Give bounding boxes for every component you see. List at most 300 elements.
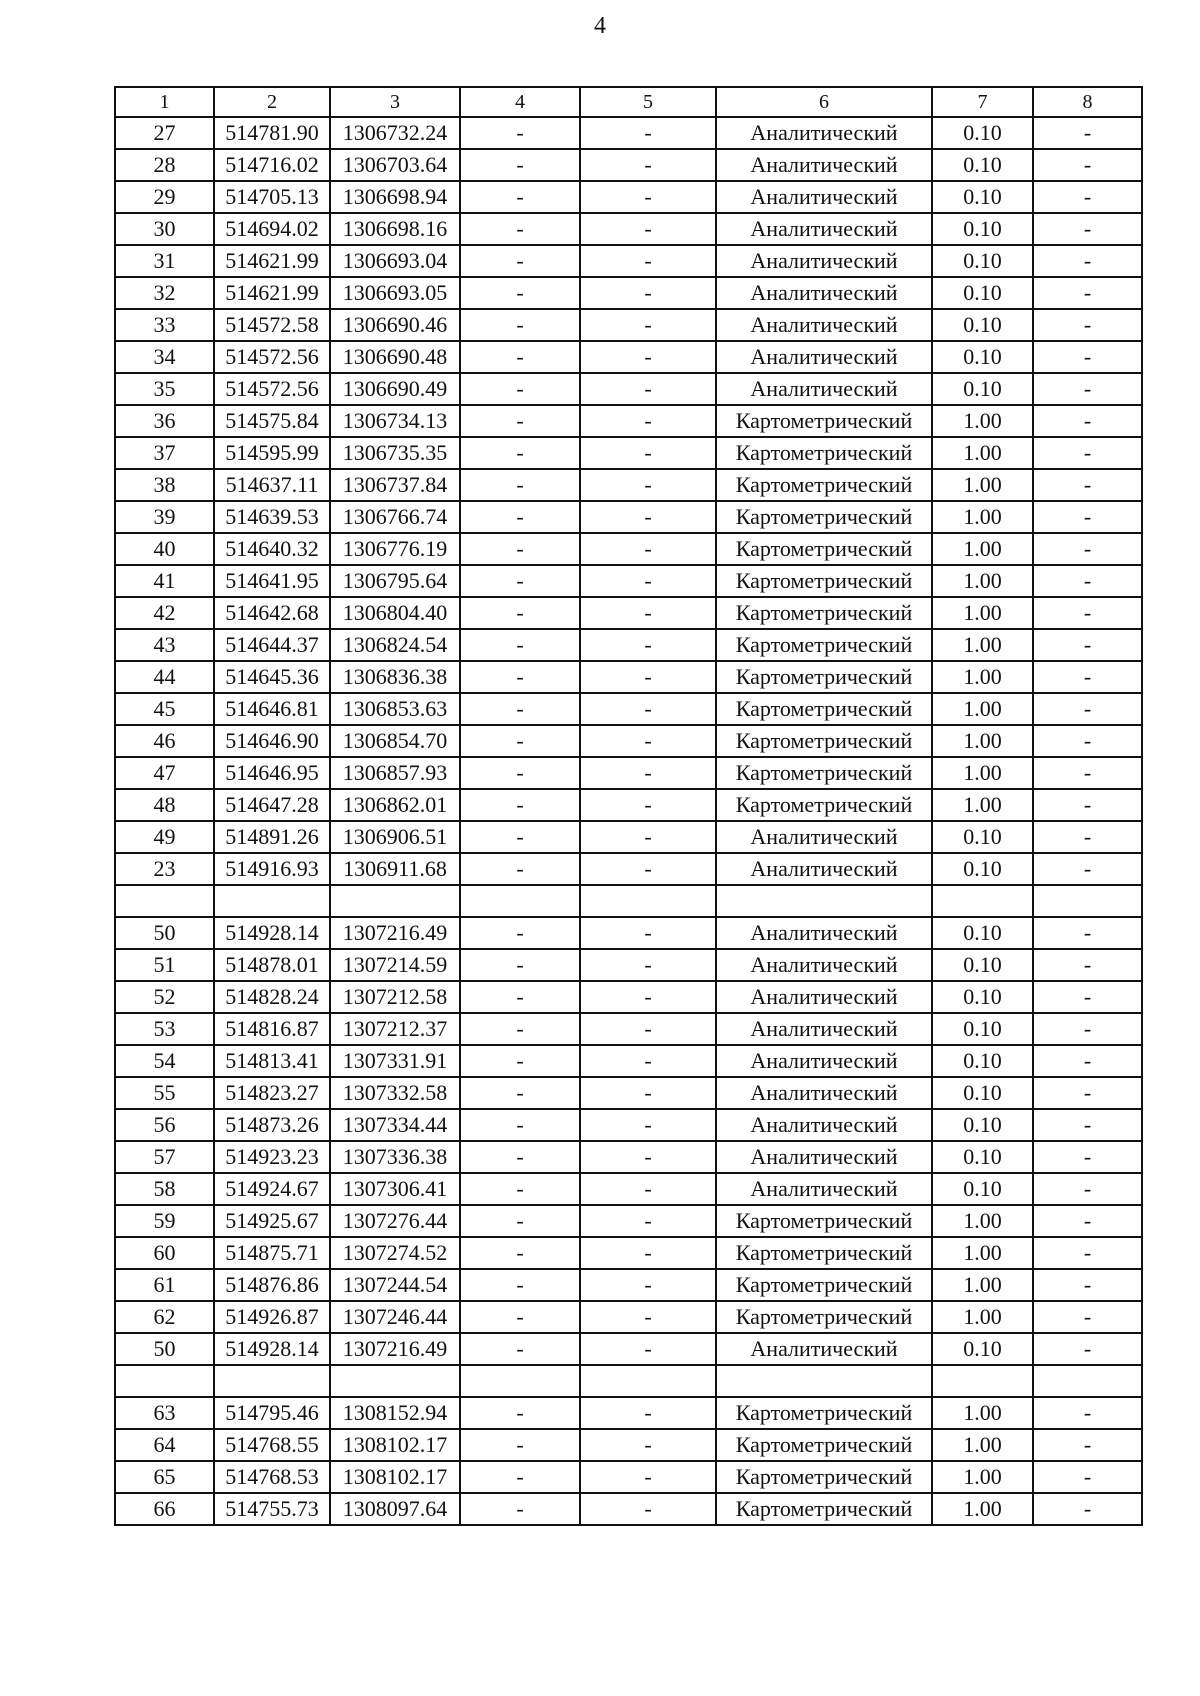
- cell-coord-x: 514816.87: [214, 1013, 330, 1045]
- cell-coord-x: 514716.02: [214, 149, 330, 181]
- cell-col-4: -: [460, 469, 580, 501]
- cell-coord-y: 1308097.64: [330, 1493, 460, 1525]
- table-row: [115, 757, 1142, 789]
- cell-coord-x: 514768.55: [214, 1429, 330, 1461]
- cell-point-number: 62: [115, 1301, 214, 1333]
- cell-point-number: 40: [115, 533, 214, 565]
- cell-col-5: -: [580, 213, 716, 245]
- cell-col-8: -: [1033, 1237, 1142, 1269]
- table-row: [115, 853, 1142, 885]
- cell-point-number: 31: [115, 245, 214, 277]
- cell-col-4: -: [460, 661, 580, 693]
- cell-col-8: -: [1033, 629, 1142, 661]
- table-row: [115, 1397, 1142, 1429]
- cell-col-8: -: [1033, 117, 1142, 149]
- cell-accuracy: 0.10: [932, 117, 1033, 149]
- cell-coord-y: 1306906.51: [330, 821, 460, 853]
- cell-accuracy: 1.00: [932, 1269, 1033, 1301]
- table-row: [115, 149, 1142, 181]
- cell-coord-y: 1306690.46: [330, 309, 460, 341]
- cell-point-number: 54: [115, 1045, 214, 1077]
- cell-col-8: -: [1033, 1269, 1142, 1301]
- cell-method: Картометрический: [716, 1301, 932, 1333]
- table-row: [115, 117, 1142, 149]
- cell-point-number: 55: [115, 1077, 214, 1109]
- column-header-3: 3: [330, 87, 460, 117]
- table-row: [115, 1301, 1142, 1333]
- column-header-6: 6: [716, 87, 932, 117]
- cell-coord-x: 514705.13: [214, 181, 330, 213]
- cell-col-8: -: [1033, 1397, 1142, 1429]
- cell-point-number: 36: [115, 405, 214, 437]
- cell-accuracy: 0.10: [932, 949, 1033, 981]
- cell-coord-x: 514572.58: [214, 309, 330, 341]
- cell-coord-x: 514795.46: [214, 1397, 330, 1429]
- cell-col-5: -: [580, 1333, 716, 1365]
- cell-col-8: -: [1033, 693, 1142, 725]
- cell-method: Аналитический: [716, 821, 932, 853]
- cell-coord-x: 514642.68: [214, 597, 330, 629]
- cell-coord-x: 514928.14: [214, 917, 330, 949]
- cell-accuracy: 0.10: [932, 821, 1033, 853]
- cell-accuracy: 1.00: [932, 533, 1033, 565]
- cell-coord-x: [214, 1365, 330, 1397]
- cell-col-5: -: [580, 1493, 716, 1525]
- cell-method: Картометрический: [716, 789, 932, 821]
- cell-col-5: -: [580, 949, 716, 981]
- cell-point-number: 58: [115, 1173, 214, 1205]
- cell-col-4: -: [460, 725, 580, 757]
- cell-col-4: -: [460, 629, 580, 661]
- cell-col-8: -: [1033, 1493, 1142, 1525]
- table-row: [115, 597, 1142, 629]
- cell-coord-y: 1307214.59: [330, 949, 460, 981]
- table-row: [115, 341, 1142, 373]
- cell-coord-y: 1307336.38: [330, 1141, 460, 1173]
- cell-col-5: -: [580, 501, 716, 533]
- cell-accuracy: [932, 1365, 1033, 1397]
- cell-col-8: -: [1033, 725, 1142, 757]
- cell-point-number: [115, 885, 214, 917]
- table-row: [115, 1077, 1142, 1109]
- cell-coord-y: 1307334.44: [330, 1109, 460, 1141]
- cell-method: Картометрический: [716, 693, 932, 725]
- cell-accuracy: 0.10: [932, 1333, 1033, 1365]
- cell-coord-y: 1307212.37: [330, 1013, 460, 1045]
- cell-point-number: 65: [115, 1461, 214, 1493]
- table-row: [115, 1205, 1142, 1237]
- cell-accuracy: 0.10: [932, 917, 1033, 949]
- cell-accuracy: 0.10: [932, 213, 1033, 245]
- cell-col-8: -: [1033, 469, 1142, 501]
- coordinates-table: [114, 86, 1143, 1526]
- cell-point-number: 50: [115, 1333, 214, 1365]
- cell-method: Картометрический: [716, 757, 932, 789]
- cell-col-4: -: [460, 917, 580, 949]
- cell-point-number: [115, 1365, 214, 1397]
- cell-point-number: 63: [115, 1397, 214, 1429]
- table-row: [115, 981, 1142, 1013]
- cell-method: Аналитический: [716, 917, 932, 949]
- cell-point-number: 43: [115, 629, 214, 661]
- cell-accuracy: 0.10: [932, 981, 1033, 1013]
- cell-col-8: -: [1033, 1301, 1142, 1333]
- cell-point-number: 47: [115, 757, 214, 789]
- separator-row: [115, 1365, 1142, 1397]
- cell-col-5: -: [580, 981, 716, 1013]
- cell-col-4: -: [460, 1173, 580, 1205]
- cell-accuracy: 0.10: [932, 1109, 1033, 1141]
- cell-coord-x: 514646.95: [214, 757, 330, 789]
- cell-point-number: 29: [115, 181, 214, 213]
- table-body: [115, 117, 1142, 1525]
- cell-method: Картометрический: [716, 437, 932, 469]
- table-row: [115, 245, 1142, 277]
- cell-col-4: -: [460, 1429, 580, 1461]
- cell-point-number: 66: [115, 1493, 214, 1525]
- table-row: [115, 1333, 1142, 1365]
- cell-col-5: -: [580, 533, 716, 565]
- cell-accuracy: 1.00: [932, 725, 1033, 757]
- cell-col-4: -: [460, 1397, 580, 1429]
- cell-col-8: -: [1033, 1173, 1142, 1205]
- cell-col-5: -: [580, 757, 716, 789]
- cell-coord-x: 514595.99: [214, 437, 330, 469]
- table-row: [115, 277, 1142, 309]
- cell-method: Аналитический: [716, 1173, 932, 1205]
- page-number: 4: [594, 13, 606, 39]
- cell-method: Аналитический: [716, 213, 932, 245]
- cell-col-8: -: [1033, 661, 1142, 693]
- table-row: [115, 565, 1142, 597]
- cell-col-8: -: [1033, 437, 1142, 469]
- cell-coord-y: 1306804.40: [330, 597, 460, 629]
- cell-coord-x: 514891.26: [214, 821, 330, 853]
- cell-col-4: -: [460, 405, 580, 437]
- cell-col-4: -: [460, 213, 580, 245]
- cell-coord-y: [330, 885, 460, 917]
- cell-col-4: -: [460, 1109, 580, 1141]
- cell-coord-x: 514694.02: [214, 213, 330, 245]
- cell-col-8: -: [1033, 1013, 1142, 1045]
- cell-method: Картометрический: [716, 533, 932, 565]
- cell-col-5: -: [580, 853, 716, 885]
- table-row: [115, 213, 1142, 245]
- cell-method: Картометрический: [716, 629, 932, 661]
- cell-coord-x: [214, 885, 330, 917]
- cell-coord-y: 1306693.05: [330, 277, 460, 309]
- cell-coord-y: 1308152.94: [330, 1397, 460, 1429]
- cell-method: Аналитический: [716, 1333, 932, 1365]
- cell-col-5: -: [580, 149, 716, 181]
- cell-coord-y: 1306735.35: [330, 437, 460, 469]
- cell-col-4: -: [460, 853, 580, 885]
- table-row: [115, 1269, 1142, 1301]
- cell-coord-x: 514923.23: [214, 1141, 330, 1173]
- cell-method: Аналитический: [716, 309, 932, 341]
- cell-col-5: -: [580, 341, 716, 373]
- cell-col-5: -: [580, 1237, 716, 1269]
- cell-coord-x: 514637.11: [214, 469, 330, 501]
- cell-coord-y: 1307332.58: [330, 1077, 460, 1109]
- cell-method: Картометрический: [716, 725, 932, 757]
- cell-col-5: -: [580, 789, 716, 821]
- table-header: [115, 87, 1142, 117]
- cell-col-5: -: [580, 437, 716, 469]
- cell-accuracy: 1.00: [932, 1461, 1033, 1493]
- cell-col-4: -: [460, 117, 580, 149]
- table-row: [115, 437, 1142, 469]
- cell-coord-y: 1306854.70: [330, 725, 460, 757]
- cell-method: Картометрический: [716, 405, 932, 437]
- cell-coord-y: 1306766.74: [330, 501, 460, 533]
- cell-coord-y: 1306836.38: [330, 661, 460, 693]
- cell-accuracy: 0.10: [932, 373, 1033, 405]
- cell-coord-y: 1306795.64: [330, 565, 460, 597]
- cell-col-4: -: [460, 149, 580, 181]
- header-row: [115, 87, 1142, 117]
- cell-coord-x: 514639.53: [214, 501, 330, 533]
- cell-point-number: 28: [115, 149, 214, 181]
- cell-col-8: -: [1033, 789, 1142, 821]
- cell-point-number: 33: [115, 309, 214, 341]
- cell-col-8: -: [1033, 565, 1142, 597]
- cell-coord-y: 1306776.19: [330, 533, 460, 565]
- cell-col-4: -: [460, 341, 580, 373]
- cell-coord-y: [330, 1365, 460, 1397]
- table-row: [115, 1173, 1142, 1205]
- table-row: [115, 533, 1142, 565]
- cell-method: Картометрический: [716, 469, 932, 501]
- cell-coord-x: 514641.95: [214, 565, 330, 597]
- cell-col-4: -: [460, 1013, 580, 1045]
- table-row: [115, 1429, 1142, 1461]
- cell-coord-y: 1306737.84: [330, 469, 460, 501]
- cell-point-number: 32: [115, 277, 214, 309]
- cell-accuracy: 1.00: [932, 757, 1033, 789]
- column-header-7: 7: [932, 87, 1033, 117]
- cell-coord-y: 1306693.04: [330, 245, 460, 277]
- table-row: [115, 309, 1142, 341]
- cell-col-4: -: [460, 1045, 580, 1077]
- cell-method: Картометрический: [716, 1493, 932, 1525]
- cell-coord-x: 514781.90: [214, 117, 330, 149]
- table-row: [115, 789, 1142, 821]
- cell-coord-x: 514640.32: [214, 533, 330, 565]
- cell-col-5: -: [580, 1429, 716, 1461]
- cell-point-number: 37: [115, 437, 214, 469]
- cell-coord-y: 1308102.17: [330, 1461, 460, 1493]
- cell-point-number: 34: [115, 341, 214, 373]
- cell-coord-x: 514924.67: [214, 1173, 330, 1205]
- cell-coord-x: 514925.67: [214, 1205, 330, 1237]
- cell-col-4: -: [460, 1493, 580, 1525]
- cell-method: Аналитический: [716, 1045, 932, 1077]
- cell-col-8: -: [1033, 1205, 1142, 1237]
- cell-point-number: 64: [115, 1429, 214, 1461]
- cell-coord-x: 514813.41: [214, 1045, 330, 1077]
- cell-col-4: -: [460, 437, 580, 469]
- cell-coord-x: 514645.36: [214, 661, 330, 693]
- cell-col-4: -: [460, 309, 580, 341]
- cell-point-number: 45: [115, 693, 214, 725]
- cell-col-4: -: [460, 1269, 580, 1301]
- cell-coord-x: 514621.99: [214, 277, 330, 309]
- cell-col-4: [460, 885, 580, 917]
- cell-point-number: 61: [115, 1269, 214, 1301]
- cell-coord-x: 514646.81: [214, 693, 330, 725]
- cell-col-5: -: [580, 1141, 716, 1173]
- cell-col-8: -: [1033, 405, 1142, 437]
- cell-point-number: 46: [115, 725, 214, 757]
- cell-method: Аналитический: [716, 1141, 932, 1173]
- cell-col-8: -: [1033, 853, 1142, 885]
- cell-col-4: -: [460, 1077, 580, 1109]
- cell-accuracy: 0.10: [932, 277, 1033, 309]
- cell-method: Картометрический: [716, 1461, 932, 1493]
- cell-accuracy: 1.00: [932, 661, 1033, 693]
- cell-col-4: -: [460, 1333, 580, 1365]
- cell-col-8: -: [1033, 1141, 1142, 1173]
- cell-point-number: 23: [115, 853, 214, 885]
- cell-coord-x: 514873.26: [214, 1109, 330, 1141]
- cell-col-8: [1033, 885, 1142, 917]
- cell-col-5: -: [580, 693, 716, 725]
- cell-accuracy: 0.10: [932, 181, 1033, 213]
- cell-accuracy: 1.00: [932, 1301, 1033, 1333]
- cell-col-8: -: [1033, 1109, 1142, 1141]
- table-row: [115, 661, 1142, 693]
- cell-col-5: -: [580, 629, 716, 661]
- cell-col-5: -: [580, 1109, 716, 1141]
- cell-col-4: -: [460, 1141, 580, 1173]
- cell-coord-y: 1306734.13: [330, 405, 460, 437]
- cell-col-5: -: [580, 117, 716, 149]
- cell-method: Аналитический: [716, 981, 932, 1013]
- cell-point-number: 52: [115, 981, 214, 1013]
- column-header-1: 1: [115, 87, 214, 117]
- table-row: [115, 821, 1142, 853]
- cell-col-4: -: [460, 373, 580, 405]
- cell-method: Картометрический: [716, 565, 932, 597]
- cell-col-8: [1033, 1365, 1142, 1397]
- cell-method: Картометрический: [716, 501, 932, 533]
- cell-point-number: 44: [115, 661, 214, 693]
- cell-coord-y: 1306911.68: [330, 853, 460, 885]
- cell-col-5: -: [580, 373, 716, 405]
- table-row: [115, 1045, 1142, 1077]
- cell-accuracy: 0.10: [932, 245, 1033, 277]
- cell-point-number: 57: [115, 1141, 214, 1173]
- cell-col-4: -: [460, 1301, 580, 1333]
- cell-coord-y: 1306824.54: [330, 629, 460, 661]
- cell-col-8: -: [1033, 213, 1142, 245]
- cell-col-8: -: [1033, 341, 1142, 373]
- cell-coord-y: 1306853.63: [330, 693, 460, 725]
- cell-col-5: -: [580, 917, 716, 949]
- cell-col-4: -: [460, 597, 580, 629]
- cell-coord-y: 1306862.01: [330, 789, 460, 821]
- table-row: [115, 373, 1142, 405]
- cell-col-5: -: [580, 1013, 716, 1045]
- cell-method: Картометрический: [716, 1269, 932, 1301]
- cell-col-4: -: [460, 277, 580, 309]
- table-row: [115, 1461, 1142, 1493]
- cell-point-number: 60: [115, 1237, 214, 1269]
- cell-accuracy: 0.10: [932, 341, 1033, 373]
- cell-col-5: -: [580, 1461, 716, 1493]
- cell-coord-x: 514828.24: [214, 981, 330, 1013]
- cell-method: Аналитический: [716, 1109, 932, 1141]
- cell-accuracy: 0.10: [932, 1045, 1033, 1077]
- cell-coord-x: 514572.56: [214, 373, 330, 405]
- cell-col-4: -: [460, 181, 580, 213]
- cell-method: Аналитический: [716, 245, 932, 277]
- cell-accuracy: 0.10: [932, 1013, 1033, 1045]
- cell-point-number: 48: [115, 789, 214, 821]
- cell-coord-y: 1306690.49: [330, 373, 460, 405]
- cell-point-number: 51: [115, 949, 214, 981]
- table-row: [115, 1141, 1142, 1173]
- cell-col-5: -: [580, 597, 716, 629]
- cell-col-8: -: [1033, 1461, 1142, 1493]
- cell-col-5: -: [580, 277, 716, 309]
- table-row: [115, 469, 1142, 501]
- cell-coord-y: 1307276.44: [330, 1205, 460, 1237]
- cell-accuracy: 1.00: [932, 629, 1033, 661]
- cell-coord-x: 514928.14: [214, 1333, 330, 1365]
- cell-col-5: -: [580, 1205, 716, 1237]
- table-row: [115, 501, 1142, 533]
- cell-col-8: -: [1033, 1077, 1142, 1109]
- cell-col-8: -: [1033, 533, 1142, 565]
- cell-coord-x: 514916.93: [214, 853, 330, 885]
- cell-accuracy: 1.00: [932, 1429, 1033, 1461]
- cell-point-number: 42: [115, 597, 214, 629]
- cell-col-4: -: [460, 1237, 580, 1269]
- cell-col-5: [580, 1365, 716, 1397]
- cell-col-5: -: [580, 821, 716, 853]
- cell-coord-y: 1306690.48: [330, 341, 460, 373]
- table-row: [115, 725, 1142, 757]
- cell-col-5: -: [580, 245, 716, 277]
- cell-method: Аналитический: [716, 853, 932, 885]
- cell-method: Аналитический: [716, 277, 932, 309]
- table-row: [115, 629, 1142, 661]
- cell-col-4: [460, 1365, 580, 1397]
- cell-coord-x: 514621.99: [214, 245, 330, 277]
- table-row: [115, 1493, 1142, 1525]
- cell-method: Аналитический: [716, 1077, 932, 1109]
- cell-col-8: -: [1033, 917, 1142, 949]
- cell-coord-y: 1307216.49: [330, 1333, 460, 1365]
- cell-point-number: 41: [115, 565, 214, 597]
- cell-col-8: -: [1033, 181, 1142, 213]
- cell-col-5: -: [580, 1077, 716, 1109]
- cell-method: Аналитический: [716, 117, 932, 149]
- cell-accuracy: 1.00: [932, 693, 1033, 725]
- cell-col-8: -: [1033, 501, 1142, 533]
- cell-col-4: -: [460, 1461, 580, 1493]
- table-row: [115, 917, 1142, 949]
- cell-coord-x: 514572.56: [214, 341, 330, 373]
- column-header-8: 8: [1033, 87, 1142, 117]
- cell-accuracy: 1.00: [932, 1205, 1033, 1237]
- cell-coord-x: 514768.53: [214, 1461, 330, 1493]
- cell-point-number: 50: [115, 917, 214, 949]
- cell-method: [716, 885, 932, 917]
- cell-accuracy: 1.00: [932, 597, 1033, 629]
